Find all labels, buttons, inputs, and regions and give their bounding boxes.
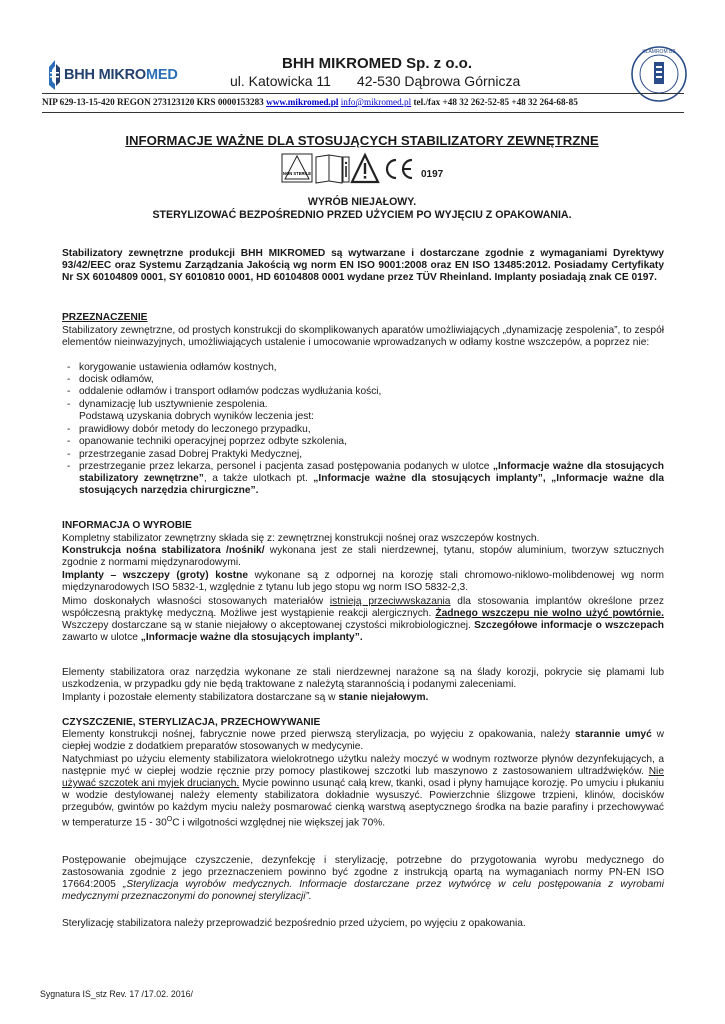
svg-text:NON STERILE: NON STERILE	[282, 171, 312, 176]
email-link[interactable]: info@mikromed.pl	[340, 97, 412, 107]
list-item: - opanowanie techniki operacyjnej poprzez odbyte szkolenia,	[67, 436, 347, 447]
list-item: - dynamizację lub usztywnienie zespolenia.	[67, 399, 268, 410]
corrosion-para-1: Elementy stabilizatora oraz narzędzia wykonane ze stali nierdzewnej narażone są na ślady korozji, pokrycie się plamami lub uszkodzenia, w przypadku gdy nie będą traktowane z należytą starannością i podanymi zaleceniami.	[62, 667, 664, 690]
svg-text:KLAMROM BB: KLAMROM BB	[642, 49, 676, 55]
purpose-text: Stabilizatory zewnętrzne, od prostych konstrukcji do skomplikowanych aparatów umożliwiających „dynamizację zespolenia”, to zespół elementów nieinwazyjnych, umożliwiających ustalenie i umocowanie wprowadzanych w odłamy kostne wszczepów, a poprzez nie:	[62, 325, 664, 348]
company-name: BHH MIKROMED Sp. z o.o.	[282, 55, 472, 72]
list-item: - korygowanie ustawienia odłamów kostnych,	[67, 362, 277, 373]
ce-mark-icon	[387, 160, 412, 178]
cleaning-heading: CZYSZCZENIE, STERYLIZACJA, PRZECHOWYWANIE	[62, 717, 321, 728]
certification-seal-icon	[630, 45, 688, 103]
product-para-3: Implanty – wszczepy (groty) kostne wykonane są z odpornej na korozję stali chromowo-niklowo-molibdenowej wg norm międzynarodowych ISO 5832-1, względnie z tytanu lub jego stopu wg norm ISO 5832-2,3.	[62, 570, 664, 593]
header-rule-bottom	[42, 112, 684, 113]
header-rule-top	[42, 93, 684, 94]
list-item: - oddalenie odłamów i transport odłamów podczas wydłużania kości,	[67, 386, 382, 397]
purpose-basis: Podstawą uzyskania dobrych wyników leczenia jest:	[79, 411, 314, 422]
company-info	[230, 55, 560, 89]
purpose-heading: PRZEZNACZENIE	[62, 312, 148, 323]
cleaning-para-1: Elementy konstrukcji nośnej, fabrycznie nowe przed pierwszą sterylizacja, po wyjęciu z opakowania, należy starannie umyć w ciepłej wodzie z dodatkiem preparatów stosowanych w medycynie.	[62, 729, 664, 752]
product-heading: INFORMACJA O WYROBIE	[62, 520, 192, 531]
cleaning-para-2: Natychmiast po użyciu elementy stabilizatora wielokrotnego użytku należy moczyć w wodnym roztworze płynów dezynfekujących, a następnie myć w ciepłej wodzie ręcznie przy pomocy plastikowej szczotki lub maszynowo z zastosowaniem ultradźwięków. Nie używać szczotek ani myjek drucianych. Mycie powinno usunąć całą krew, tkanki, osad i płyny hamujące korozję. Po umyciu i płukaniu w wodzie destylowanej należy elementy stabilizatora dokładnie wysuszyć. Powierzchnie ślizgowe trzpieni, klinów, docisków przegubów, gwintów po każdym myciu należy posmarować cienką warstwą aseptycznego środka na bazie parafiny i przechowywać w temperaturze $15 - 30^OC$ i wilgotności względnej nie większej jak 70%.	[62, 754, 664, 829]
consult-instructions-icon	[316, 155, 349, 183]
company-logo: BHH MIKROMED	[46, 58, 186, 92]
logo-emblem-icon	[46, 58, 64, 92]
page-title: INFORMACJE WAŻNE DLA STOSUJĄCYCH STABILIZATORY ZEWNĘTRZNE	[125, 133, 599, 148]
cleaning-para-4: Sterylizację stabilizatora należy przeprowadzić bezpośrednio przed użyciem, po wyjęciu z opakowania.	[62, 918, 526, 929]
corrosion-para-2: Implanty i pozostałe elementy stabilizatora dostarczane są w stanie niejałowym.	[62, 692, 429, 703]
website-link[interactable]: www.mikromed.pl	[266, 97, 339, 107]
cleaning-para-3: Postępowanie obejmujące czyszczenie, dezynfekcję i sterylizację, potrzebne do przygotowania wyrobu medycznego do zastosowania zgodnie z jego przeznaczeniem powinno być zgodne z instrukcją opartą na wymaganiach normy PN-EN ISO 17664:2005 „Sterylizacja wyrobów medycznych. Informacje dostarczane przez wytwórcę w celu postępowania z wyrobami medycznymi przeznaczonymi do ponownej sterylizacji”.	[62, 855, 665, 902]
document-signature: Sygnatura IS_stz Rev. 17 /17.02. 2016/	[40, 989, 193, 999]
company-address: ul. Katowicka 11 42-530 Dąbrowa Górnicza	[230, 73, 521, 89]
intro-paragraph: Stabilizatory zewnętrzne produkcji BHH MIKROMED są wytwarzane i dostarczane zgodnie z wymaganiami Dyrektywy 93/42/EEC oraz Systemu Zarządzania Jakością wg norm EN ISO 9001:2008 oraz EN ISO 13485:2012. Posiadamy Certyfikaty Nr SX 60104809 0001, SY 6010810 0001, HD 60104808 0001 wydane przez TÜV Rheinland. Implanty posiadają znak CE 0197.	[62, 248, 664, 283]
contact-line: NIP 629-13-15-420 REGON 273123120 KRS 0000153283 www.mikromed.pl info@mikromed.pl tel./fax +48 32 262-52-85 +48 32 264-68-85	[42, 97, 578, 107]
list-item: - przestrzeganie przez lekarza, personel i pacjenta zasad postępowania podanych w ulotce „Informacje ważne dla stosujących stabilizatory zewnętrzne”, a także ulotkach pt. „Informacje ważne dla stosujących implanty”, „Informacje ważne dla stosujących narzędzia chirurgiczne”.	[67, 461, 664, 496]
warning-icon	[352, 155, 378, 182]
notice-line-1: WYRÓB NIEJAŁOWY.	[307, 196, 417, 208]
list-item: - docisk odłamów,	[67, 374, 154, 385]
ce-number: 0197	[421, 169, 444, 180]
product-para-1: Kompletny stabilizator zewnętrzny składa się z: zewnętrznej konstrukcji nośnej oraz wszczepów kostnych.	[62, 533, 540, 544]
notice-line-2: STERYLIZOWAĆ BEZPOŚREDNIO PRZED UŻYCIEM PO WYJĘCIU Z OPAKOWANIA.	[152, 209, 572, 221]
product-para-4: Mimo doskonałych własności stosowanych materiałów istnieją przeciwwskazania dla stosowania implantów określone przez współczesną praktykę medyczną. Możliwe jest wystąpienie reakcji alergicznych. Żadnego wszczepu nie wolno użyć powtórnie. Wszczepy dostarczane są w stanie niejałowy o akceptowanej czystości mikrobiologicznej. Szczegółowe informacje o wszczepach zawarto w ulotce „Informacje ważne dla stosujących implanty”.	[62, 596, 665, 643]
list-item: - prawidłowy dobór metody do leczonego przypadku,	[67, 424, 311, 435]
non-sterile-icon	[282, 154, 312, 182]
product-para-2: Konstrukcja nośna stabilizatora /nośnik/ wykonana jest ze stali nierdzewnej, tytanu, stopów aluminium, tworzyw sztucznych zgodnie z normami międzynarodowymi.	[62, 545, 664, 568]
list-item: - przestrzeganie zasad Dobrej Praktyki Medycznej,	[67, 449, 303, 460]
